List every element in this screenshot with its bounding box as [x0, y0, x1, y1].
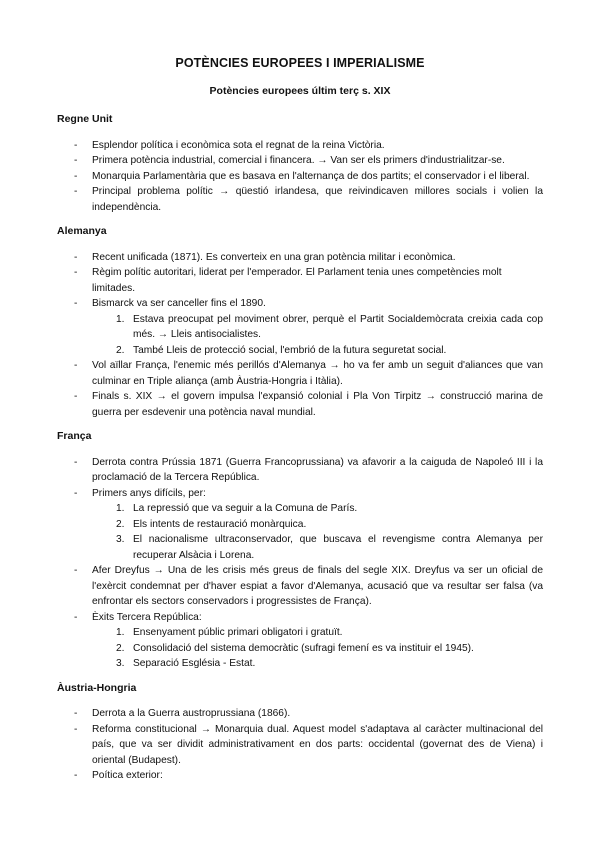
list-item: - Poítica exterior:	[57, 768, 543, 784]
list-item	[57, 610, 543, 672]
section-austria-hongria	[57, 681, 543, 784]
list-item: - Derrota contra Prússia 1871 (Guerra Francoprussiana) va afavorir a la caiguda de Napoleó III i la proclamació de la Tercera República.	[57, 455, 543, 486]
bullet-list	[57, 706, 543, 784]
item-text: Consolidació del sistema democràtic (sufragi femení es va instituir el 1945).	[133, 642, 474, 654]
numbered-list	[92, 312, 543, 359]
item-text: Els intents de restauració monàrquica.	[133, 518, 307, 530]
bullet-list	[57, 250, 543, 421]
numbered-item	[116, 312, 543, 343]
section-heading: Alemanya	[57, 225, 107, 237]
section-heading: Àustria-Hongria	[57, 681, 137, 694]
document-body	[57, 112, 543, 793]
document-title: POTÈNCIES EUROPEES I IMPERIALISME	[175, 56, 425, 70]
section-heading: França	[57, 430, 92, 442]
item-text: La repressió que va seguir a la Comuna de París.	[133, 503, 358, 514]
list-item: - Recent unificada (1871). Es converteix en una gran potència militar i econòmica.	[57, 250, 543, 266]
item-text: També Lleis de protecció social, l'embrió de la futura seguretat social.	[133, 344, 447, 356]
item-text: Ensenyament públic primari obligatori i gratuït.	[133, 627, 343, 638]
list-item: - Esplendor política i econòmica sota el regnat de la reina Victòria.	[57, 138, 543, 154]
list-item: - Finals s. XIX → el govern impulsa l'expansió colonial i Pla Von Tirpitz → construcció marina de guerra per esdevenir una potència naval mundial.	[57, 389, 543, 420]
item-number: 3.	[116, 534, 125, 545]
numbered-item	[116, 343, 543, 359]
section-franca	[57, 429, 543, 672]
item-number: 2.	[116, 344, 125, 356]
numbered-item	[116, 641, 543, 657]
item-number: 2.	[116, 642, 125, 654]
list-item: - Reforma constitucional → Monarquia dual. Aquest model s'adaptava al caràcter multinacional del país, que va ser dividit administrativament en dos parts: occidental (governat des de Viena) i oriental (Budapest).	[57, 722, 543, 769]
list-item: - Monarquia Parlamentària que es basava en l'alternança de dos partits; el conservador i el liberal.	[57, 169, 543, 185]
item-number: 3.	[116, 658, 125, 669]
list-item: - Vol aïllar França, l'enemic més perillós d'Alemanya → ho va fer amb un seguit d'aliances que van culminar en Triple aliança (amb Àustria-Hongria i Itàlia).	[57, 358, 543, 389]
list-item: - Primera potència industrial, comercial i financera. → Van ser els primers d'industrialitzar-se.	[57, 153, 543, 169]
numbered-list	[92, 625, 543, 672]
bullet-list	[57, 455, 543, 672]
item-number: 2.	[116, 518, 125, 530]
list-item: - Afer Dreyfus → Una de les crisis més greus de finals del segle XIX. Dreyfus va ser un oficial de l'exèrcit condemnat per d'haver espiat a favor d'Alemanya, acusació que va resultar ser falsa (va enfrontar els sectors conservadors i progressistes de França).	[57, 563, 543, 610]
numbered-item	[116, 532, 543, 563]
list-item: - Principal problema polític → qüestió irlandesa, que reivindicaven millores socials i volien la independència.	[57, 184, 543, 215]
item-number: 1.	[116, 313, 125, 325]
list-item-text: Bismarck va ser canceller fins el 1890.	[92, 298, 266, 309]
list-item	[57, 296, 543, 358]
section-alemanya	[57, 224, 543, 420]
bullet-list	[57, 138, 543, 216]
item-number: 1.	[116, 503, 125, 514]
document-subtitle: Potències europees últim terç s. XIX	[209, 85, 391, 97]
numbered-item	[116, 501, 543, 517]
item-number: 1.	[116, 627, 125, 638]
list-item-text: Primers anys difícils, per:	[92, 487, 206, 499]
list-item	[57, 486, 543, 564]
section-regne-unit	[57, 112, 543, 215]
item-text: El nacionalisme ultraconservador, que buscava el revengisme contra Alemanya per recuperar Alsàcia i Lorena.	[133, 534, 543, 561]
list-item: - Derrota a la Guerra austroprussiana (1866).	[57, 706, 543, 722]
numbered-item	[116, 656, 543, 672]
item-text: Separació Església - Estat.	[133, 658, 256, 669]
numbered-item	[116, 517, 543, 533]
item-text: Estava preocupat pel moviment obrer, perquè el Partit Socialdemòcrata creixia cada cop més. → Lleis antisocialistes.	[133, 313, 543, 340]
list-item-text: Èxits Tercera República:	[92, 611, 202, 623]
numbered-item	[116, 625, 543, 641]
list-item: - Règim polític autoritari, liderat per l'emperador. El Parlament tenia unes competències molt limitades.	[57, 265, 543, 296]
numbered-list	[92, 501, 543, 563]
section-heading: Regne Unit	[57, 113, 113, 125]
